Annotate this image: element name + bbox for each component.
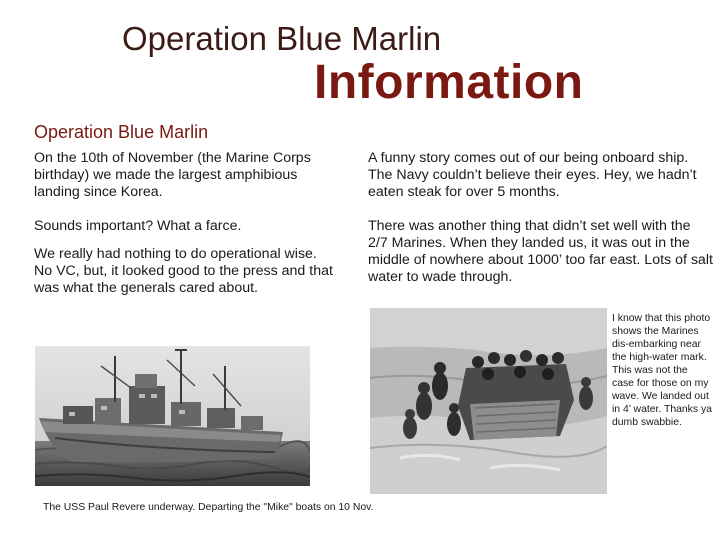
paragraph-operational: We really had nothing to do operational wise. No VC, but, it looked good to the press and that was what the generals cared about. xyxy=(34,246,333,296)
paragraph-2-7-marines: There was another thing that didn’t set well with the 2/7 Marines. When they landed us, it was out in the middle of nowhere about 1000’ too far east. Lots of salt water to wade through. xyxy=(368,218,713,285)
paragraph-farce: Sounds important? What a farce. xyxy=(34,218,242,234)
paragraph-steak-story: A funny story comes out of our being onboard ship. The Navy couldn’t believe their eyes. Hey, we hadn’t eaten steak for over 5 months. xyxy=(368,150,697,200)
photo-caption: The USS Paul Revere underway. Departing the "Mike" boats on 10 Nov. xyxy=(43,502,374,513)
section-heading: Operation Blue Marlin xyxy=(34,122,209,142)
side-note: I know that this photo shows the Marines dis-embarking near the high-water mark. This was not the case for those on my wave. We landed out in 4’ water. Thanks ya dumb swabbie. xyxy=(612,313,712,428)
landing-craft-photo xyxy=(370,308,607,494)
ship-photo xyxy=(35,346,310,486)
page-title: Operation Blue Marlin xyxy=(122,20,442,57)
page-title-information: Information xyxy=(314,56,584,109)
paragraph-landing: On the 10th of November (the Marine Corps birthday) we made the largest amphibious landing since Korea. xyxy=(34,150,311,200)
